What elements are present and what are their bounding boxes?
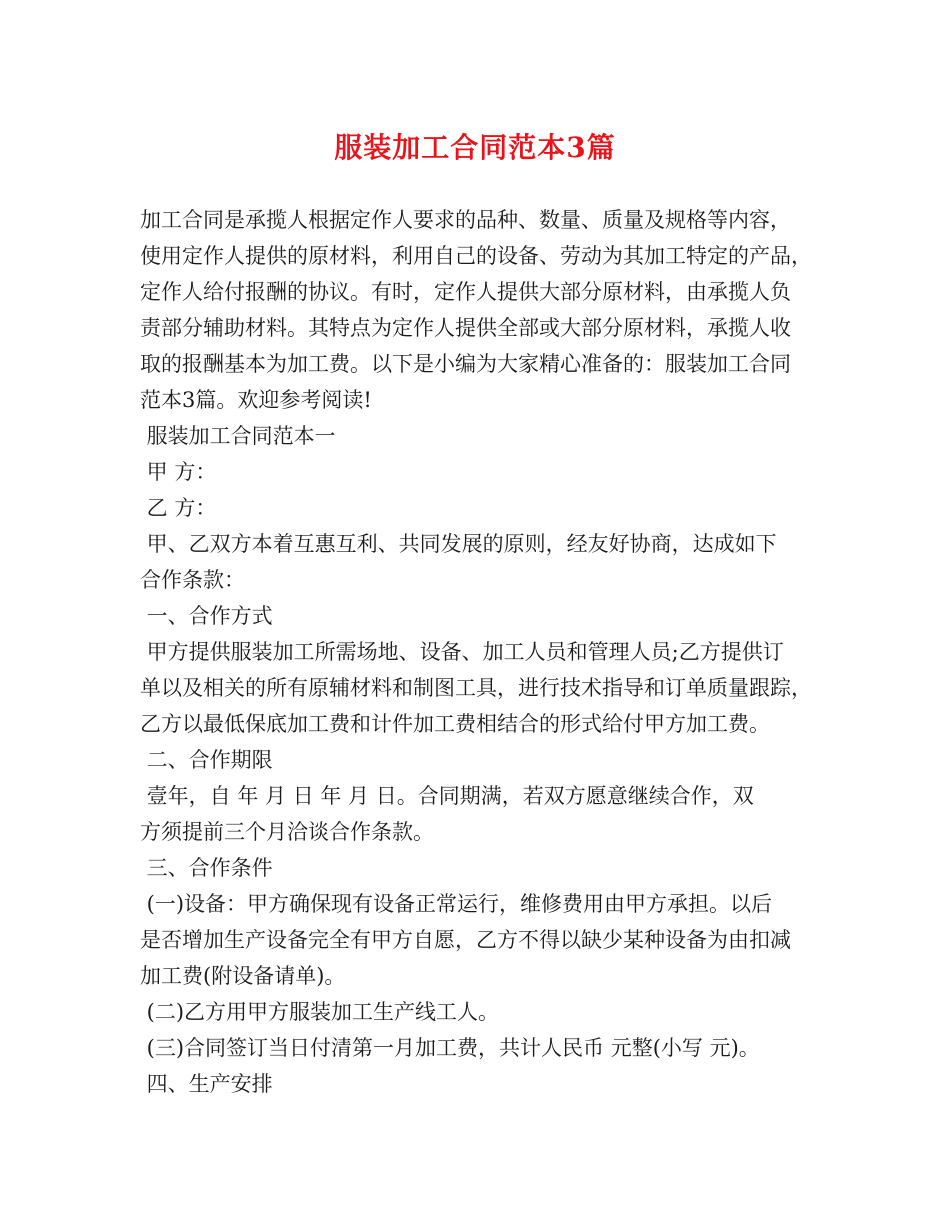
document-title: 服装加工合同范本3篇 — [334, 131, 616, 164]
body-line: 取的报酬基本为加工费。以下是小编为大家精心准备的：服装加工合同 — [140, 352, 791, 376]
body-line: 甲、乙双方本着互惠互利、共同发展的原则，经友好协商，达成如下 — [140, 532, 777, 556]
body-line: 甲方提供服装加工所需场地、设备、加工人员和管理人员;乙方提供订 — [140, 640, 784, 664]
body-line: 壹年，自 年 月 日 年 月 日。合同期满，若双方愿意继续合作，双 — [140, 784, 754, 808]
body-line: 定作人给付报酬的协议。有时，定作人提供大部分原材料，由承揽人负 — [140, 280, 791, 304]
body-line: 是否增加生产设备完全有甲方自愿，乙方不得以缺少某种设备为由扣减 — [140, 928, 791, 952]
clause-heading: 二、合作期限 — [140, 748, 273, 772]
body-line: (一)设备：甲方确保现有设备正常运行，维修费用由甲方承担。以后 — [140, 892, 773, 916]
body-line: 合作条款： — [140, 568, 245, 592]
document-body — [140, 202, 830, 1102]
party-b-line: 乙 方： — [140, 496, 217, 520]
section-heading: 服装加工合同范本一 — [140, 424, 336, 448]
body-line: 使用定作人提供的原材料，利用自己的设备、劳动为其加工特定的产品， — [140, 244, 812, 268]
body-line: 加工合同是承揽人根据定作人要求的品种、数量、质量及规格等内容， — [140, 208, 791, 232]
body-line: 范本3篇。欢迎参考阅读! — [140, 388, 372, 412]
party-a-line: 甲 方： — [140, 460, 217, 484]
body-line: 责部分辅助材料。其特点为定作人提供全部或大部分原材料，承揽人收 — [140, 316, 791, 340]
clause-heading: 三、合作条件 — [140, 856, 273, 880]
body-line: 加工费(附设备请单)。 — [140, 964, 346, 988]
clause-heading: 四、生产安排 — [140, 1072, 273, 1096]
body-line: (三)合同签订当日付清第一月加工费，共计人民币 元整(小写 元)。 — [140, 1036, 760, 1060]
body-line: 单以及相关的所有原辅材料和制图工具，进行技术指导和订单质量跟踪， — [140, 676, 812, 700]
clause-heading: 一、合作方式 — [140, 604, 273, 628]
body-line: 乙方以最低保底加工费和计件加工费相结合的形式给付甲方加工费。 — [140, 712, 770, 736]
body-line: 方须提前三个月洽谈合作条款。 — [140, 820, 434, 844]
body-line: (二)乙方用甲方服装加工生产线工人。 — [140, 1000, 500, 1024]
